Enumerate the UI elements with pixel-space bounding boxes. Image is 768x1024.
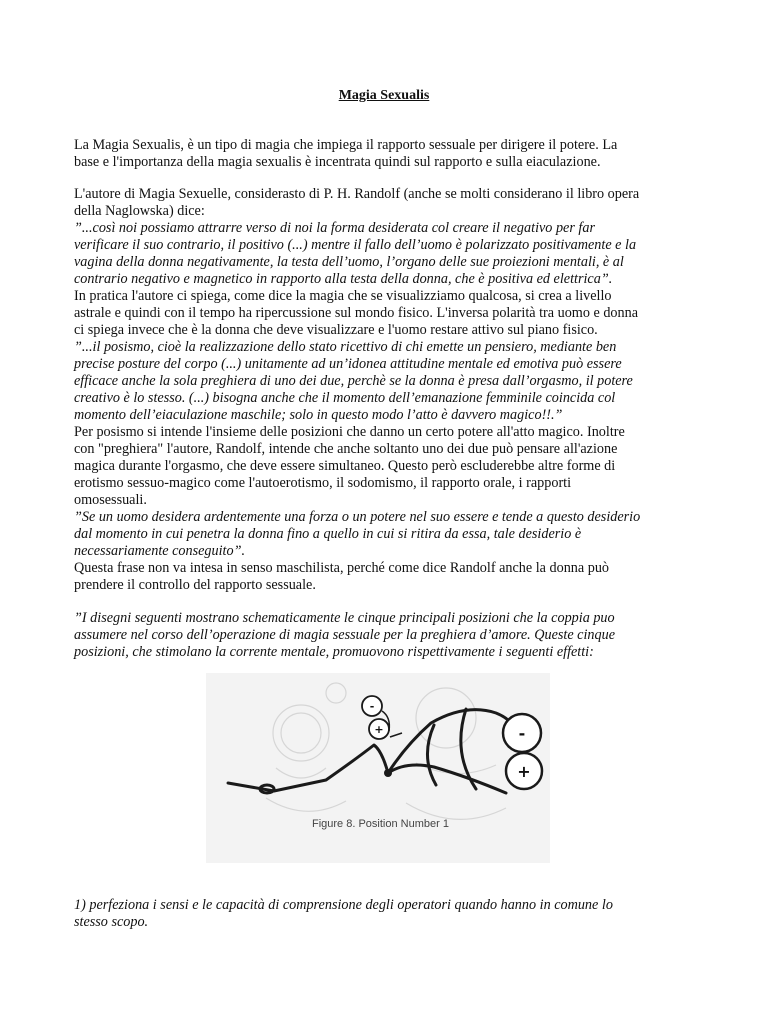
minus-sign-small: - xyxy=(369,700,375,713)
text-line: precise posture del corpo (...) unitamente ad un’idonea attitudine mentale ed emotiva può essere xyxy=(74,356,622,372)
text-line: della Naglowska) dice: xyxy=(74,203,205,219)
paragraph-control xyxy=(74,560,704,594)
text-line: prendere il controllo del rapporto sessuale. xyxy=(74,577,316,593)
quote-desire xyxy=(74,509,704,560)
upper-arc-line xyxy=(388,710,514,773)
plus-sign-large: + xyxy=(517,762,531,781)
plus-sign-small: + xyxy=(374,723,384,736)
text-line: verificare il suo contrario, il positivo (...) mentre il fallo dell’uomo è polarizzato positivamente e la xyxy=(74,237,637,253)
text-line: ”...così noi possiamo attrarre verso di noi la forma desiderata col creare il negativo per far xyxy=(74,220,595,236)
text-line: vagina della donna negativamente, la testa dell’uomo, l’organo delle sue proiezioni mentali, è al xyxy=(74,254,624,270)
document-title: Magia Sexualis xyxy=(338,88,430,103)
text-line: dal momento in cui penetra la donna fino a quello in cui si ritira da essa, tale desiderio è xyxy=(74,526,582,542)
text-line: Per posismo si intende l'insieme delle posizioni che danno un certo potere all'atto magico. Inoltre xyxy=(74,424,625,440)
paragraph-author xyxy=(74,186,704,220)
text-line: con "preghiera" l'autore, Randolf, intende che anche soltanto uno dei due può pensare all'azione xyxy=(74,441,618,457)
effect-item-1 xyxy=(74,897,704,931)
quote-positions xyxy=(74,610,704,661)
text-line: efficace anche la sola preghiera di uno dei due, perchè se la donna è presa dall’orgasmo, il potere xyxy=(74,373,633,389)
text-line: La Magia Sexualis, è un tipo di magia che impiega il rapporto sessuale per dirigere il potere. La xyxy=(74,137,618,153)
minus-sign-large: - xyxy=(518,724,526,743)
text-line: 1) perfeziona i sensi e le capacità di comprensione degli operatori quando hanno in comune lo xyxy=(74,897,613,913)
text-line: ”Se un uomo desidera ardentemente una forza o un potere nel suo essere e tende a questo desiderio xyxy=(74,509,641,525)
text-line: ”...il posismo, cioè la realizzazione dello stato ricettivo di chi emette un pensiero, mediante ben xyxy=(74,339,617,355)
lower-arc-line xyxy=(388,765,506,793)
faint-background-sketch xyxy=(266,683,506,819)
quote-polarity xyxy=(74,220,704,288)
connector-tick xyxy=(390,733,402,737)
text-line: ci spiega invece che è la donna che deve visualizzare e l'uomo restare attivo sul piano fisico. xyxy=(74,322,598,338)
text-line: ”I disegni seguenti mostrano schematicamente le cinque principali posizioni che la coppia puo xyxy=(74,610,615,626)
junction-node xyxy=(384,769,392,777)
text-line: omosessuali. xyxy=(74,492,147,508)
text-line: momento dell’eiaculazione maschile; solo in questo modo l’atto è davvero magico!!.” xyxy=(74,407,563,423)
figure-caption: Figure 8. Position Number 1 xyxy=(312,818,449,830)
text-line: erotismo sessuo-magico come l'autoerotismo, il sodomismo, il rapporto orale, i rapporti xyxy=(74,475,572,491)
text-line: assumere nel corso dell’operazione di magia sessuale per la preghiera d’amore. Queste cinque xyxy=(74,627,616,643)
position-diagram xyxy=(206,673,550,863)
text-line: astrale e quindi con il tempo ha ripercussione sul mondo fisico. L'inversa polarità tra uomo e donna xyxy=(74,305,638,321)
text-line: stesso scopo. xyxy=(74,914,149,930)
text-line: Questa frase non va intesa in senso maschilista, perché come dice Randolf anche la donna può xyxy=(74,560,610,576)
quote-posismo xyxy=(74,339,704,424)
text-line: base e l'importanza della magia sexualis è incentrata quindi sul rapporto e sulla eiaculazione. xyxy=(74,154,601,170)
text-line: L'autore di Magia Sexuelle, considerasto di P. H. Randolf (anche se molti considerano il libro opera xyxy=(74,186,640,202)
text-line: posizioni, che stimolano la corrente mentale, promuovono rispettivamente i seguenti effetti: xyxy=(74,644,594,660)
text-line: necessariamente conseguito”. xyxy=(74,543,246,559)
text-line: creativo è lo stesso. (...) bisogna anche che il momento dell’emanazione femminile coincida col xyxy=(74,390,616,406)
inner-curve-line xyxy=(427,725,436,785)
paragraph-posismo xyxy=(74,424,704,509)
paragraph-intro xyxy=(74,137,704,171)
paragraph-explanation xyxy=(74,288,704,339)
position-figure xyxy=(206,673,550,863)
text-line: contrario negativo e magnetico in rapporto alla testa della donna, che è positiva ed elettrica”. xyxy=(74,271,613,287)
text-line: magica durante l'orgasmo, che deve essere simultaneo. Questo però escluderebbe altre forme di xyxy=(74,458,616,474)
text-line: In pratica l'autore ci spiega, come dice la magia che se visualizziamo qualcosa, si crea a livello xyxy=(74,288,612,304)
